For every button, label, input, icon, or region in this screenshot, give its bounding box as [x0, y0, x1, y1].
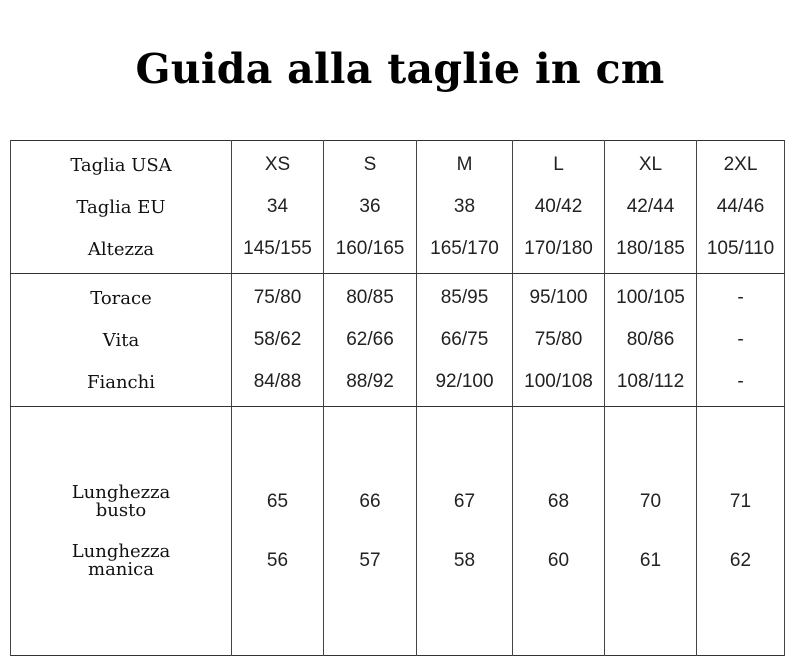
size-col-2xl	[697, 274, 785, 407]
size-col-l	[513, 274, 605, 407]
table-cell: 75/80	[253, 287, 302, 308]
label-line: manica	[88, 558, 154, 580]
table-cell: 34	[266, 196, 289, 217]
label-torace: Torace	[90, 287, 152, 309]
size-col-2xl	[697, 407, 785, 656]
size-col-xs	[232, 141, 324, 274]
size-col-2xl	[697, 141, 785, 274]
label-altezza: Altezza	[87, 238, 155, 260]
table-cell: L	[553, 154, 564, 175]
page-title: Guida alla taglie in cm	[135, 45, 665, 93]
table-cell: -	[737, 371, 744, 392]
table-cell: 165/170	[430, 238, 499, 259]
row-labels-cell	[11, 274, 232, 407]
size-col-s	[324, 274, 417, 407]
table-cell: 67	[453, 490, 476, 512]
table-cell: 38	[453, 196, 476, 217]
table-cell: 58	[453, 549, 476, 571]
table-cell: 2XL	[723, 154, 758, 175]
size-group-2	[11, 274, 785, 407]
table-cell: 66/75	[440, 329, 489, 350]
table-cell: 62/66	[346, 329, 394, 350]
row-labels-cell	[11, 407, 232, 656]
table-cell: 84/88	[253, 371, 302, 392]
size-col-m	[417, 407, 513, 656]
label-line: busto	[95, 499, 147, 521]
label-vita: Vita	[102, 329, 140, 351]
label-line: Lunghezza	[71, 540, 171, 562]
table-cell: XL	[638, 154, 663, 175]
table-cell: 85/95	[440, 287, 489, 308]
size-group-1	[11, 141, 785, 274]
table-cell: 80/85	[346, 287, 394, 308]
table-cell: 108/112	[616, 371, 685, 392]
size-col-s	[324, 141, 417, 274]
table-cell: 100/105	[616, 287, 685, 308]
table-cell: 66	[359, 490, 381, 512]
table-cell: 56	[266, 549, 289, 571]
table-cell: 62	[729, 549, 752, 571]
size-col-xl	[605, 274, 697, 407]
table-cell: -	[737, 329, 744, 350]
table-cell: 180/185	[616, 238, 685, 259]
table-cell: XS	[264, 154, 291, 175]
size-col-xl	[605, 407, 697, 656]
table-cell: M	[456, 154, 473, 175]
table-cell: 57	[359, 549, 381, 571]
size-col-xs	[232, 407, 324, 656]
table-cell: 44/46	[716, 196, 765, 217]
label-lunghezza-manica	[72, 531, 171, 590]
table-cell: 42/44	[626, 196, 675, 217]
size-col-s	[324, 407, 417, 656]
table-cell: 61	[639, 549, 662, 571]
table-cell: S	[363, 154, 377, 175]
size-group-3	[11, 407, 785, 656]
table-cell: 68	[547, 490, 570, 512]
size-col-xl	[605, 141, 697, 274]
table-cell: 170/180	[524, 238, 593, 259]
table-cell: 160/165	[335, 238, 405, 259]
table-cell: 40/42	[534, 196, 583, 217]
size-col-m	[417, 141, 513, 274]
table-cell: 71	[729, 490, 752, 512]
table-cell: 75/80	[534, 329, 583, 350]
label-lunghezza-busto	[72, 472, 171, 531]
size-chart-table	[10, 140, 785, 656]
table-cell: -	[737, 287, 744, 308]
size-col-m	[417, 274, 513, 407]
table-cell: 58/62	[253, 329, 302, 350]
table-cell: 105/110	[706, 238, 775, 259]
row-labels-cell	[11, 141, 232, 274]
table-cell: 60	[547, 549, 570, 571]
table-cell: 95/100	[529, 287, 588, 308]
table-cell: 36	[359, 196, 381, 217]
table-cell: 80/86	[626, 329, 675, 350]
table-cell: 145/155	[243, 238, 312, 259]
label-line: Lunghezza	[71, 481, 171, 503]
table-cell: 65	[266, 490, 289, 512]
label-taglia-usa: Taglia USA	[70, 154, 172, 176]
table-cell: 88/92	[346, 371, 394, 392]
table-cell: 100/108	[524, 371, 593, 392]
table-cell: 92/100	[435, 371, 494, 392]
table-cell: 70	[639, 490, 662, 512]
label-taglia-eu: Taglia EU	[76, 196, 166, 218]
size-col-xs	[232, 274, 324, 407]
size-col-l	[513, 407, 605, 656]
size-col-l	[513, 141, 605, 274]
label-fianchi: Fianchi	[86, 371, 155, 393]
